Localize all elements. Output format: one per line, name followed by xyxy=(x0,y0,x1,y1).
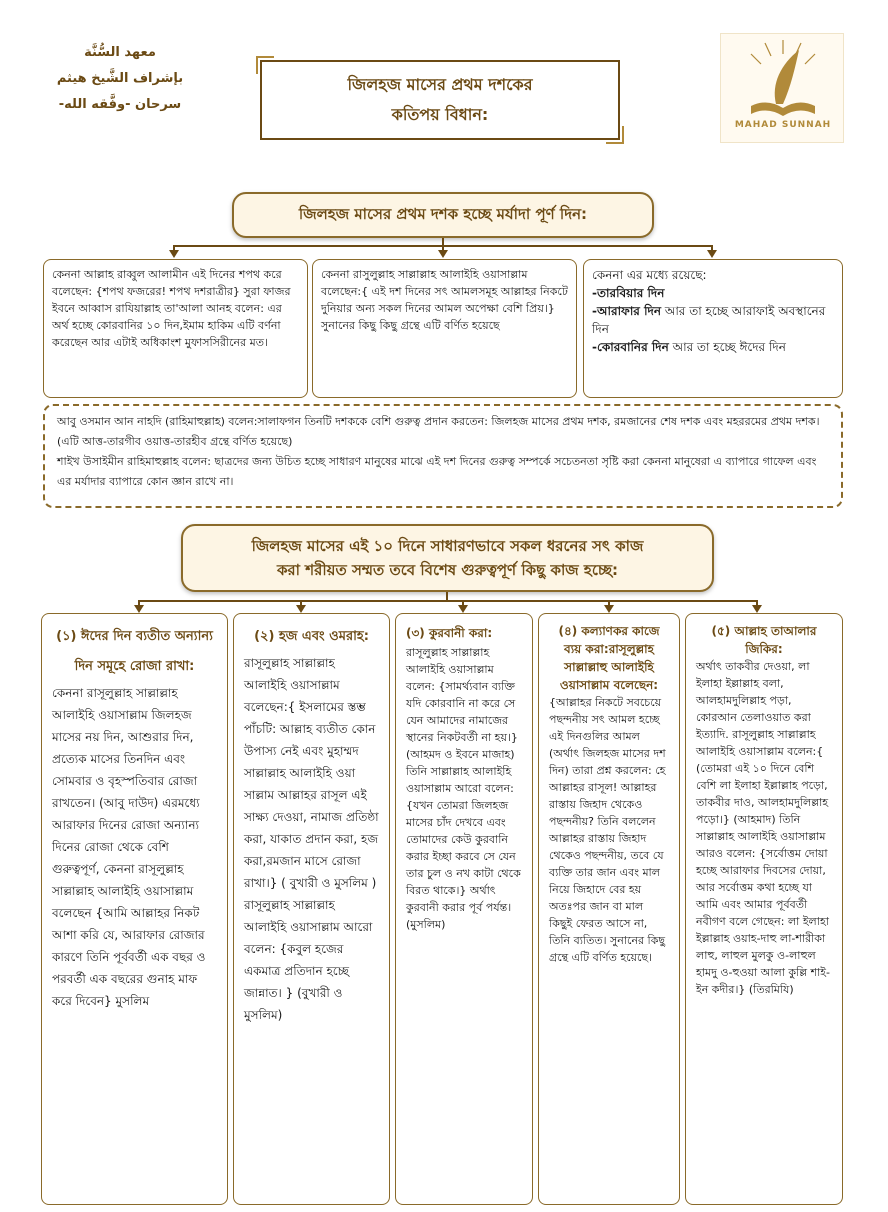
arrow-s1-2 xyxy=(438,250,448,258)
deed-column-2-head: (২) হজ এবং ওমরাহ: xyxy=(254,629,369,644)
deed-column-5-head: (৫) আল্লাহ তাআলার জিকির: xyxy=(711,624,817,656)
deed-column-1-body: কেননা রাসূলুল্লাহ সাল্লাল্লাহ আলাইহি ওয়াসাল্লাম জিলহজ মাসের নয় দিন, আশুরার দিন, প্রত্যেক মাসের তিনদিন এবং সোমবার ও বৃহস্পতিবার রোজা রাখতেন। (আবু দাউদ) এরমধ্যে আরাফার দিনের রোজা অন্যান্য দিনের রোজা থেকে বেশি গুরুত্বপূর্ণ, কেননা রাসূলুল্লাহ সাল্লাল্লাহ আলাইহি ওয়াসাল্লাম বলেছেন {আমি আল্লাহর নিকট আশা করি যে, আরাফার রোজার কারণে তিনি পূর্ববর্তী এক বছর ও পরবর্তী এক বছরের গুনাহ মাফ করে দিবেন} মুসলিম xyxy=(52,686,206,1008)
deed-column-dhikr xyxy=(685,613,843,1205)
reason-box-3-item-3 xyxy=(592,338,834,356)
reason-box-2-text: কেননা রাসুলুল্লাহ সাল্লাল্লাহ আলাইহি ওয়াসাল্লাম বলেছেন:{ এই দশ দিনের সৎ আমলসমূহ আল্লাহর নিকটে দুনিয়ার অন্য সকল দিনের আমল অপেক্ষা বেশি প্রিয়।} সুনানের কিছু কিছু গ্রন্থে এটি বর্ণিত হয়েছে xyxy=(321,268,568,332)
section2-heading-line-1: জিলহজ মাসের এই ১০ দিনে সাধারণভাবে সকল ধরনের সৎ কাজ xyxy=(251,537,644,555)
arrow-s1-1 xyxy=(169,250,179,258)
section2-heading xyxy=(181,524,714,592)
arrow-s2-3 xyxy=(458,605,468,613)
deed-column-qurbani xyxy=(395,613,533,1205)
arrow-s2-4 xyxy=(604,605,614,613)
quote-uthaymin: শাইখ উসাইমীন রাহিমাহুল্লাহ বলেন: ছাত্রদের জন্য উচিত হচ্ছে সাধারণ মানুষের মাঝে এই দশ দিনের গুরুত্ব সম্পর্কে সচেতনতা সৃষ্টি করা কেননা মানুষেরা এ ব্যাপারে গাফেল এবং এর মর্যাদার ব্যাপারে কোন জ্ঞান রাখে না। xyxy=(57,455,817,488)
quotes-box xyxy=(43,404,843,508)
deed-column-2-body: রাসূলুল্লাহ সাল্লাল্লাহ আলাইহি ওয়াসাল্লাম বলেছেন:{ ইসলামের স্তম্ভ পাঁচটি: আল্লাহ ব্যতীত কোন উপাস্য নেই এবং মুহাম্মদ সাল্লাল্লাহ আলাইহি ওয়া সাল্লাম আল্লাহর রাসূল এই সাক্ষ্য দেওয়া, নামাজ প্রতিষ্ঠা করা, যাকাত প্রদান করা, হজ করা,রমজান মাসে রোজা রাখা।} ( বুখারী ও মুসলিম ) রাসূলুল্লাহ সাল্লাল্লাহ আলাইহি ওয়াসাল্লাম আরো বলেন: {কবুল হজের একমাত্র প্রতিদান হচ্ছে জান্নাত। } (বুখারী ও মুসলিম) xyxy=(244,656,379,1022)
arrow-s2-5 xyxy=(752,605,762,613)
quote-abu-uthman: আবু ওসমান আন নাহদি (রাহিমাহুল্লাহ) বলেন:সালাফগন তিনটি দশককে বেশি গুরুত্ব প্রদান করতেন: জিলহজ মাসের প্রথম দশক, রমজানের শেষ দশক এবং মহররমের প্রথম দশক। (এটি আত্ত-তারগীব ওয়াত্ত-তারহীব গ্রন্থে বর্ণিত হয়েছে) xyxy=(57,415,820,448)
arrow-s2-2 xyxy=(296,605,306,613)
item-3-rest: আর তা হচ্ছে ঈদের দিন xyxy=(668,340,786,354)
deed-column-4-head: (৪) কল্যাণকর কাজে ব্যয় করা:রাসূলুল্লাহ সাল্লাল্লাহু আলাইহি ওয়াসাল্লাম বলেছেন: xyxy=(558,624,660,692)
item-3-bold: -কোরবানির দিন xyxy=(592,340,669,354)
reason-box-3-item-1: -তারবিয়ার দিন xyxy=(592,286,665,300)
section1-heading xyxy=(232,192,654,238)
deed-column-3-body: রাসূলুল্লাহ সাল্লাল্লাহ আলাইহি ওয়াসাল্লাম বলেন: {সামর্থ্যবান ব্যক্তি যদি কোরবানি না করে সে যেন আমাদের নামাজের স্থানের নিকটবর্তী না হয়।} (আহমদ ও ইবনে মাজাহ) তিনি সাল্লাল্লাহ আলাইহি ওয়াসাল্লাম আরো বলেন: {যখন তোমরা জিলহজ মাসের চাঁদ দেখবে এবং তোমাদের কেউ কুরবানি করার ইচ্ছা করবে সে যেন তার চুল ও নখ কাটা থেকে বিরত থাকে।} অর্থাৎ কুরবানী করার পূর্ব পর্যন্ত। (মুসলিম) xyxy=(406,646,521,931)
arabic-header xyxy=(45,40,195,130)
title-line-1: জিলহজ মাসের প্রথম দশকের xyxy=(347,75,533,94)
arrow-s2-1 xyxy=(134,605,144,613)
deed-column-4-body: {আল্লাহর নিকটে সবচেয়ে পছন্দনীয় সৎ আমল হচ্ছে এই দিনগুলির আমল (অর্থাৎ জিলহজ মাসের দশ দিন) তারা প্রশ্ন করলেন: হে আল্লাহর রাসূল! আল্লাহর রাস্তায় জিহাদ থেকেও পছন্দনীয়? তিনি বললেন আল্লাহর রাস্তায় জিহাদ থেকেও পছন্দনীয়, তবে যে ব্যক্তি তার জান এবং মাল নিয়ে জিহাদে বের হয় অতঃপর জান বা মাল কিছুই ফেরত আসে না, তিনি ব্যতিত। সুনানের কিছু গ্রন্থে এটি বর্ণিত হয়েছে। xyxy=(549,696,666,964)
deed-column-charity xyxy=(538,613,680,1205)
reason-box-3 xyxy=(583,259,843,398)
deed-column-hajj xyxy=(233,613,390,1205)
connector-s2-horizontal xyxy=(138,600,758,602)
reason-box-1 xyxy=(43,259,308,398)
deed-column-5-body: অর্থাৎ তাকবীর দেওয়া, লা ইলাহা ইল্লাল্লাহ বলা, আলহামদুলিল্লাহ পড়া, কোরআন তেলাওয়াত করা ইত্যাদি. রাসূলুল্লাহ সাল্লাল্লাহ আলাইহি ওয়াসাল্লাম বলেন:{ (তোমরা এই ১০ দিনে বেশি বেশি লা ইলাহা ইল্লাল্লাহ পড়ো, তাকবীর দাও, আলহামদুলিল্লাহ পড়ো।} (আহমাদ) তিনি সাল্লাল্লাহ আলাইহি ওয়াসাল্লাম আরও বলেন: {সর্বোত্তম দোয়া হচ্ছে আরাফার দিবসের দোয়া, আর সর্বোত্তম কথা হচ্ছে যা আমি এবং আমার পূর্ববর্তী নবীগণ বলে গেছেন: লা ইলাহা ইল্লাল্লাহ ওয়াহ-দাহু লা-শারীকা লাহু, লাহুল মুলকু ও-লাহুল হামদু ও-হুওয়া আলা কুল্লি শাই-ইন কদীর।} (তিরমিযি) xyxy=(696,660,830,996)
deed-column-1-head: (১) ঈদের দিন ব্যতীত অন্যান্য দিন সমূহে রোজা রাখা: xyxy=(56,629,213,674)
deed-column-fasting xyxy=(41,613,228,1205)
reason-box-1-text: কেননা আল্লাহ রাব্বুল আলামীন এই দিনের শপথ করে বলেছেন: {শপথ ফজরের! শপথ দশরাত্রীর} সুরা ফাজর ইবনে আব্বাস রাযিয়াল্লাহ তা'আলা আনহ বলেন: এর অর্থ হচ্ছে কোরবানির ১০ দিন,ইমাম হাকিম এটি বর্ণনা করেছেন আর এটাই অধিকাংশ মুফাসসিরীনের মত। xyxy=(52,268,291,349)
section2-heading-line-2: করা শরীয়ত সম্মত তবে বিশেষ গুরুত্বপূর্ণ কিছু কাজ হচ্ছে: xyxy=(276,561,619,579)
page-title xyxy=(260,60,620,140)
arrow-s1-3 xyxy=(707,250,717,258)
arabic-line-2: بإشراف الشَّيخ هيثم xyxy=(56,71,184,86)
arabic-line-3: سرحان -وفَّقه الله- xyxy=(58,97,182,112)
reason-box-3-item-2 xyxy=(592,302,834,338)
item-2-rest: আর তা হচ্ছে আরাফাই অবস্থানের দিন xyxy=(592,304,826,336)
section1-heading-text: জিলহজ মাসের প্রথম দশক হচ্ছে মর্যাদা পূর্ণ দিন: xyxy=(298,204,588,223)
reason-box-2 xyxy=(312,259,577,398)
logo-text: MAHAD SUNNAH xyxy=(734,120,832,130)
title-line-2: কতিপয় বিধান: xyxy=(391,105,489,124)
item-2-bold: -আরাফার দিন xyxy=(592,304,661,318)
reason-box-3-intro: কেননা এর মধ্যে রয়েছে: xyxy=(592,268,707,282)
arabic-line-1: معهد السُّنَّة xyxy=(84,45,156,60)
deed-column-3-head: (৩) কুরবানী করা: xyxy=(406,626,493,640)
mahad-sunnah-logo xyxy=(720,33,844,143)
